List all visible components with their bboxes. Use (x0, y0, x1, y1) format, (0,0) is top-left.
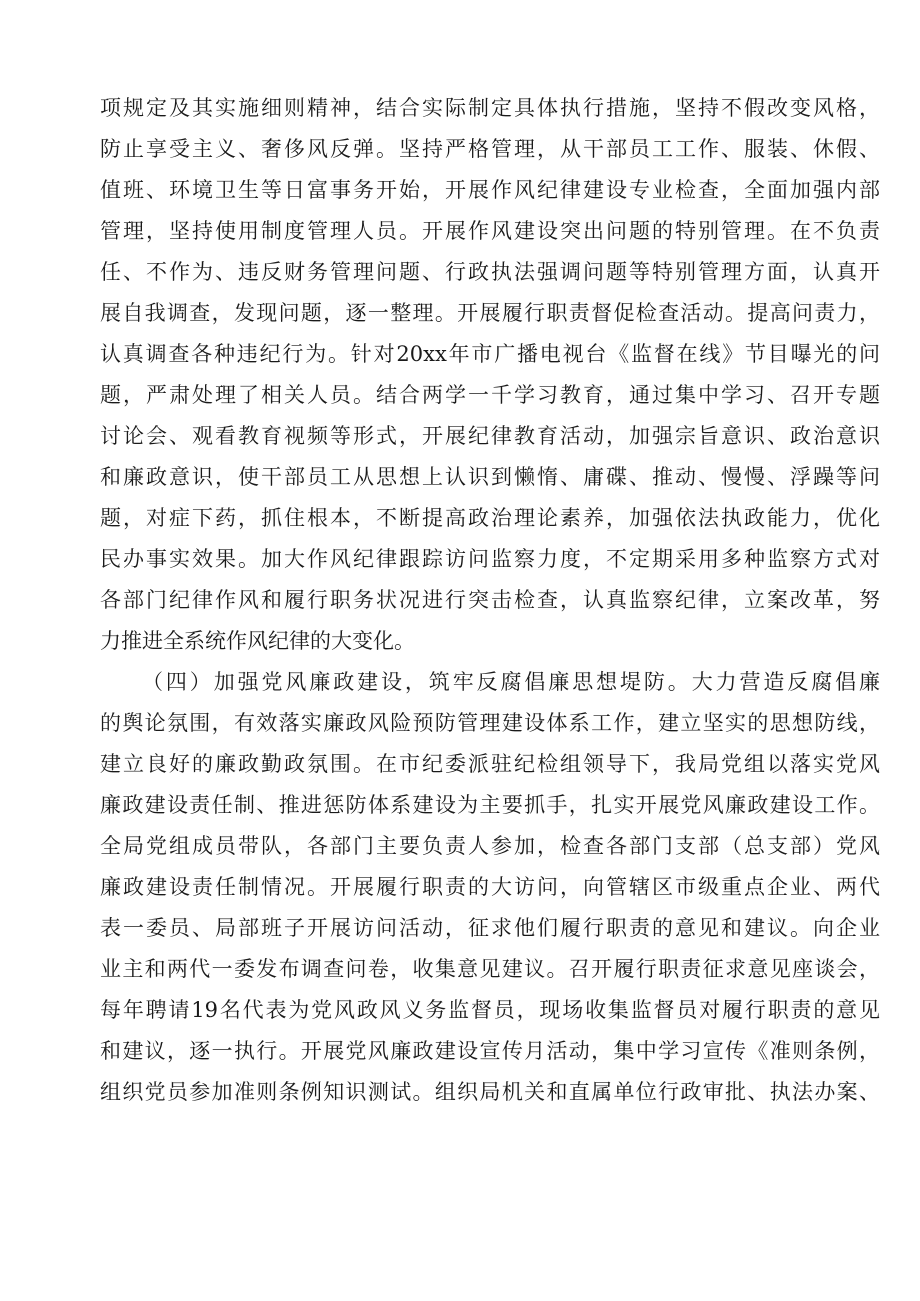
document-page (100, 88, 880, 1113)
text-line: 民办事实效果。加大作风纪律跟踪访问监察力度，不定期采用多种监察方式对 (100, 547, 880, 571)
text-line: （四）加强党风廉政建设，筑牢反腐倡廉思想堤防。大力营造反腐倡廉 (142, 670, 880, 694)
text-line: 廉政建设责任制、推进惩防体系建设为主要抓手，扎实开展党风廉政建设工作。 (100, 793, 880, 817)
text-line: 力推进全系统作风纪律的大变化。 (100, 629, 415, 653)
text-line: 认真调查各种违纪行为。针对20xx年市广播电视台《监督在线》节目曝光的问 (100, 342, 880, 366)
text-line: 值班、环境卫生等日富事务开始，开展作风纪律建设专业检查，全面加强内部 (100, 178, 880, 202)
text-line: 建立良好的廉政勤政氛围。在市纪委派驻纪检组领导下，我局党组以落实党风 (100, 752, 880, 776)
paragraph-work-style-discipline (100, 88, 880, 662)
text-line: 题，严肃处理了相关人员。结合两学一千学习教育，通过集中学习、召开专题 (100, 383, 880, 407)
paragraph-anti-corruption (100, 662, 880, 1113)
text-line: 项规定及其实施细则精神，结合实际制定具体执行措施，坚持不假改变风格， (100, 96, 880, 120)
text-line: 全局党组成员带队，各部门主要负责人参加，检查各部门支部（总支部）党风 (100, 834, 880, 858)
text-line: 展自我调查，发现问题，逐一整理。开展履行职责督促检查活动。提高问责力， (100, 301, 880, 325)
text-line: 和廉政意识，使干部员工从思想上认识到懒惰、庸碟、推动、慢慢、浮躁等问 (100, 465, 880, 489)
text-line: 讨论会、观看教育视频等形式，开展纪律教育活动，加强宗旨意识、政治意识 (100, 424, 880, 448)
text-line: 任、不作为、违反财务管理问题、行政执法强调问题等特别管理方面，认真开 (100, 260, 880, 284)
text-line: 各部门纪律作风和履行职务状况进行突击检查，认真监察纪律，立案改革，努 (100, 588, 880, 612)
text-line: 题，对症下药，抓住根本，不断提高政治理论素养，加强依法执政能力，优化 (100, 506, 880, 530)
text-line: 的舆论氛围，有效落实廉政风险预防管理建设体系工作，建立坚实的思想防线， (100, 711, 880, 735)
text-line: 防止享受主义、奢侈风反弹。坚持严格管理，从干部员工工作、服装、休假、 (100, 137, 880, 161)
text-line: 每年聘请19名代表为党风政风义务监督员，现场收集监督员对履行职责的意见 (100, 998, 880, 1022)
text-line: 廉政建设责任制情况。开展履行职责的大访问，向管辖区市级重点企业、两代 (100, 875, 880, 899)
text-line: 组织党员参加准则条例知识测试。组织局机关和直属单位行政审批、执法办案、 (100, 1080, 880, 1104)
text-line: 业主和两代一委发布调查问卷，收集意见建议。召开履行职责征求意见座谈会， (100, 957, 880, 981)
text-line: 管理，坚持使用制度管理人员。开展作风建设突出问题的特别管理。在不负责 (100, 219, 880, 243)
text-line: 表一委员、局部班子开展访问活动，征求他们履行职责的意见和建议。向企业 (100, 916, 880, 940)
text-line: 和建议，逐一执行。开展党风廉政建设宣传月活动，集中学习宣传《准则条例， (100, 1039, 880, 1063)
